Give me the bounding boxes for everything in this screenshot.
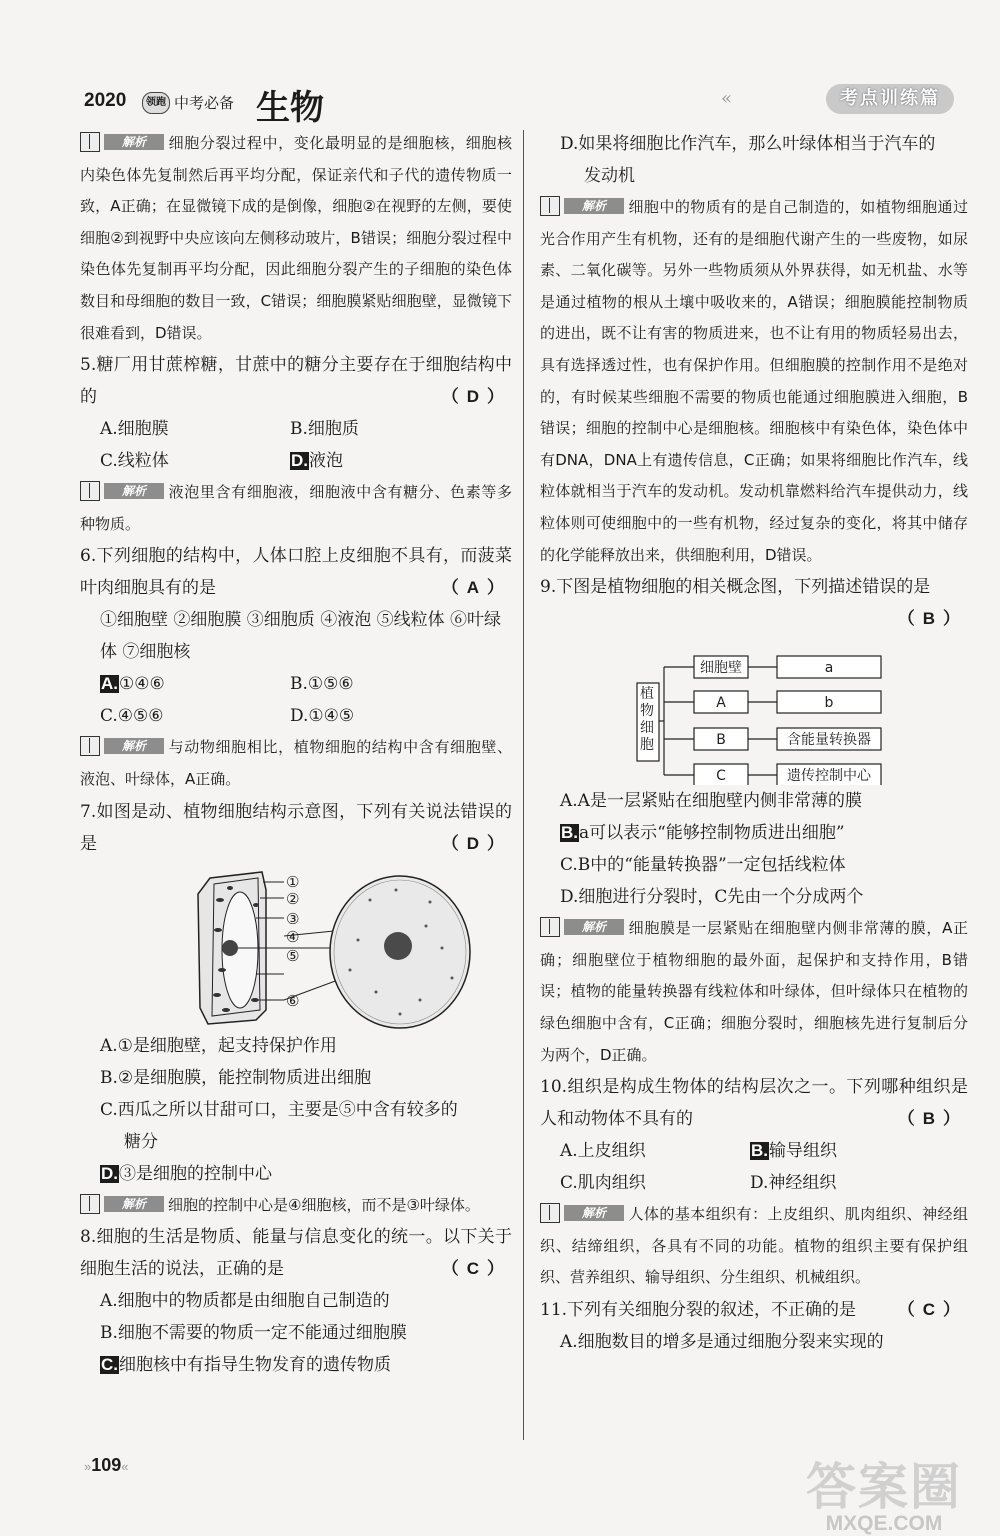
connector-lines	[648, 667, 777, 775]
question-6	[80, 540, 512, 795]
footer-arrows-right: «	[121, 1459, 129, 1474]
question-stem: 11.下列有关细胞分裂的叙述，不正确的是	[540, 1299, 857, 1320]
option-c: C.肌肉组织	[560, 1173, 646, 1194]
page-header	[84, 80, 964, 126]
correct-mark: D.	[101, 1163, 118, 1183]
cell-structure-figure	[80, 860, 512, 1030]
node-cell-wall: 细胞壁	[700, 660, 742, 677]
option-a: A.①④⑥	[101, 674, 165, 695]
animal-nucleus	[384, 932, 412, 960]
correct-mark: A.	[101, 674, 118, 694]
option-a: A.细胞中的物质都是由细胞自己制造的	[100, 1291, 390, 1312]
watermark-text: 答案圈	[806, 1459, 962, 1515]
book-icon	[540, 917, 560, 937]
option-c-cont: 糖分	[124, 1131, 158, 1152]
book-icon	[540, 1203, 560, 1223]
option-d: D.①④⑤	[290, 706, 355, 727]
label-6: ⑥	[286, 991, 300, 1010]
book-icon	[80, 481, 100, 501]
node-a: A	[716, 695, 726, 712]
label-4: ④	[286, 927, 300, 946]
option-a: A.上皮组织	[560, 1141, 646, 1162]
section-banner: 考点训练篇	[826, 84, 954, 114]
option-b: B.细胞不需要的物质一定不能通过细胞膜	[100, 1323, 407, 1344]
option-a: A.①是细胞壁，起支持保护作用	[100, 1035, 337, 1056]
book-icon	[80, 1194, 100, 1214]
analysis-text: 液泡里含有细胞液，细胞液中含有糖分、色素等多种物质。	[80, 483, 512, 533]
answer-key: （C）	[441, 1259, 512, 1279]
column-divider	[523, 130, 524, 1440]
answer-key: （A）	[441, 578, 512, 598]
label-2: ②	[286, 889, 300, 908]
watermark-url: MXQE.COM	[825, 1512, 943, 1535]
analysis-tag: 解析	[80, 1194, 166, 1214]
section-arrows: «	[720, 88, 732, 109]
figure-labels	[286, 873, 299, 1010]
left-column	[80, 128, 512, 1381]
question-8	[80, 1221, 512, 1381]
option-d: D.③是细胞的控制中心	[101, 1163, 272, 1184]
analysis-tag: 解析	[540, 196, 626, 216]
node-c: C	[716, 768, 726, 785]
node-small-b: b	[824, 695, 834, 712]
answer-key: （B）	[897, 609, 968, 629]
analysis-text: 细胞膜是一层紧贴在细胞壁内侧非常薄的膜，A正确；细胞壁位于植物细胞的最外面，起保护和支持作用，B错误；植物的能量转换器有线粒体和叶绿体，但叶绿体只在植物的绿色细胞中含有，C正确；细胞分裂时，细胞核先进行复制后分为两个，D正确。	[540, 919, 968, 1064]
answer-key: （B）	[897, 1109, 968, 1129]
question-items: ①细胞壁 ②细胞膜 ③细胞质 ④液泡 ⑤线粒体 ⑥叶绿体 ⑦细胞核	[100, 610, 502, 663]
page-number: 109	[91, 1455, 122, 1475]
analysis-text: 细胞中的物质有的是自己制造的，如植物细胞通过光合作用产生有机物，还有的是细胞代谢产生的一些废物，如尿素、二氧化碳等。另外一些物质须从外界获得，如无机盐、水等是通过植物的根从土壤中吸收来的，A错误；细胞膜能控制物质的进出，既不让有害的物质进来，也不让有用的物质轻易出去，具有选择透过性，也有保护作用。但细胞膜的控制作用不是绝对的，有时候某些细胞不需要的物质也能通过细胞膜进入细胞，B错误；细胞的控制中心是细胞核。细胞核中有染色体，染色体中有DNA，DNA上有遗传信息，C正确；如果将细胞比作汽车，线粒体就相当于汽车的发动机。发动机靠燃料给汽车提供动力，线粒体则可使细胞中的一些有机物，经过复杂的变化，将其中储存的化学能释放出来，供细胞利用，D错误。	[540, 198, 968, 564]
plant-nucleus	[222, 940, 238, 956]
book-icon	[80, 132, 100, 152]
label-5: ⑤	[286, 946, 300, 965]
question-10	[540, 1071, 968, 1294]
concept-diagram	[540, 635, 968, 785]
question-9	[540, 571, 968, 1071]
question-5	[80, 349, 512, 540]
option-c: C.西瓜之所以甘甜可口，主要是⑤中含有较多的	[100, 1099, 458, 1120]
book-icon	[80, 736, 100, 756]
option-c: C.④⑤⑥	[100, 706, 164, 727]
option-a: A.细胞膜	[100, 419, 169, 440]
option-b: B.a可以表示“能够控制物质进出细胞”	[561, 823, 845, 844]
question-stem: 9.下图是植物细胞的相关概念图，下列描述错误的是	[540, 577, 931, 598]
correct-mark: B.	[561, 823, 578, 843]
correct-mark: B.	[751, 1141, 768, 1161]
question-stem: 7.如图是动、植物细胞结构示意图，下列有关说法错误的是	[80, 801, 512, 854]
node-small-a: a	[824, 660, 834, 677]
q8-option-d: D.如果将细胞比作汽车，那么叶绿体相当于汽车的	[560, 134, 936, 154]
page-number-footer	[84, 1455, 129, 1476]
answer-key: （D）	[441, 833, 512, 853]
correct-mark: C.	[101, 1355, 118, 1375]
answer-key: （D）	[441, 387, 512, 407]
analysis-text: 与动物细胞相比，植物细胞的结构中含有细胞壁、液泡、叶绿体，A正确。	[80, 738, 512, 788]
correct-mark: D.	[291, 451, 308, 471]
analysis-q4	[80, 128, 512, 349]
question-stem: 6.下列细胞的结构中，人体口腔上皮细胞不具有，而菠菜叶肉细胞具有的是	[80, 546, 512, 599]
analysis-text: 人体的基本组织有：上皮组织、肌肉组织、神经组织、结缔组织，各具有不同的功能。植物的组织主要有保护组织、营养组织、输导组织、分生组织、机械组织。	[540, 1205, 968, 1287]
question-11	[540, 1294, 968, 1358]
watermark-logo	[806, 1459, 962, 1536]
question-stem: 8.细胞的生活是物质、能量与信息变化的统一。以下关于细胞生活的说法，正确的是	[80, 1227, 512, 1280]
option-d: D.神经组织	[750, 1173, 837, 1194]
root-char: 胞	[640, 737, 654, 754]
option-c: C.细胞核中有指导生物发育的遗传物质	[101, 1355, 391, 1376]
option-b: B.①⑤⑥	[290, 674, 354, 695]
label-3: ③	[286, 909, 300, 928]
option-a: A.细胞数目的增多是通过细胞分裂来实现的	[560, 1331, 884, 1352]
node-genetic-center: 遗传控制中心	[787, 768, 871, 785]
series-logo: 领跑	[142, 92, 170, 114]
option-a: A.A是一层紧贴在细胞壁内侧非常薄的膜	[560, 791, 862, 812]
option-b: B.输导组织	[751, 1141, 837, 1162]
option-c: C.B中的“能量转换器”一定包括线粒体	[560, 855, 846, 876]
option-b: B.②是细胞膜，能控制物质进出细胞	[100, 1067, 372, 1088]
header-year: 2020	[84, 90, 127, 111]
option-d: D.细胞进行分裂时，C先由一个分成两个	[560, 887, 864, 908]
node-b: B	[716, 732, 726, 749]
q8-option-d-cont: 发动机	[584, 166, 635, 186]
analysis-tag: 解析	[540, 1203, 626, 1223]
question-7	[80, 796, 512, 1222]
analysis-text: 细胞分裂过程中，变化最明显的是细胞核，细胞核内染色体先复制然后再平均分配，保证亲代和子代的遗传物质一致，A正确；在显微镜下成的是倒像，细胞②在视野的左侧，要使细胞②到视野中央应该向左侧移动玻片，B错误；细胞分裂过程中染色体先复制再平均分配，因此细胞分裂产生的子细胞的染色体数目和母细胞的数目一致，C错误；细胞膜紧贴细胞壁，显微镜下很难看到，D错误。	[80, 134, 512, 342]
cell-diagram	[80, 860, 512, 1030]
analysis-tag: 解析	[540, 917, 626, 937]
subject-title: 生物	[256, 88, 324, 128]
footer-arrows-left: »	[84, 1459, 92, 1474]
analysis-tag: 解析	[80, 132, 166, 152]
question-stem: 5.糖厂用甘蔗榨糖，甘蔗中的糖分主要存在于细胞结构中的	[80, 355, 512, 408]
root-char: 物	[640, 703, 654, 720]
analysis-tag: 解析	[80, 481, 166, 501]
analysis-tag: 解析	[80, 736, 166, 756]
book-icon	[540, 196, 560, 216]
root-char: 细	[640, 720, 654, 737]
option-b: B.细胞质	[290, 419, 359, 440]
option-d: D.液泡	[291, 451, 343, 472]
node-energy: 含能量转换器	[787, 732, 871, 749]
header-series: 中考必备	[174, 94, 235, 112]
concept-map	[540, 635, 968, 785]
option-c: C.线粒体	[100, 451, 169, 472]
question-stem: 10.组织是构成生物体的结构层次之一。下列哪种组织是人和动物体不具有的	[540, 1077, 968, 1130]
analysis-text: 细胞的控制中心是④细胞核，而不是③叶绿体。	[168, 1195, 480, 1214]
label-1: ①	[286, 872, 300, 891]
answer-key: （C）	[897, 1299, 968, 1319]
right-column	[540, 128, 968, 1358]
root-char: 植	[640, 686, 654, 703]
